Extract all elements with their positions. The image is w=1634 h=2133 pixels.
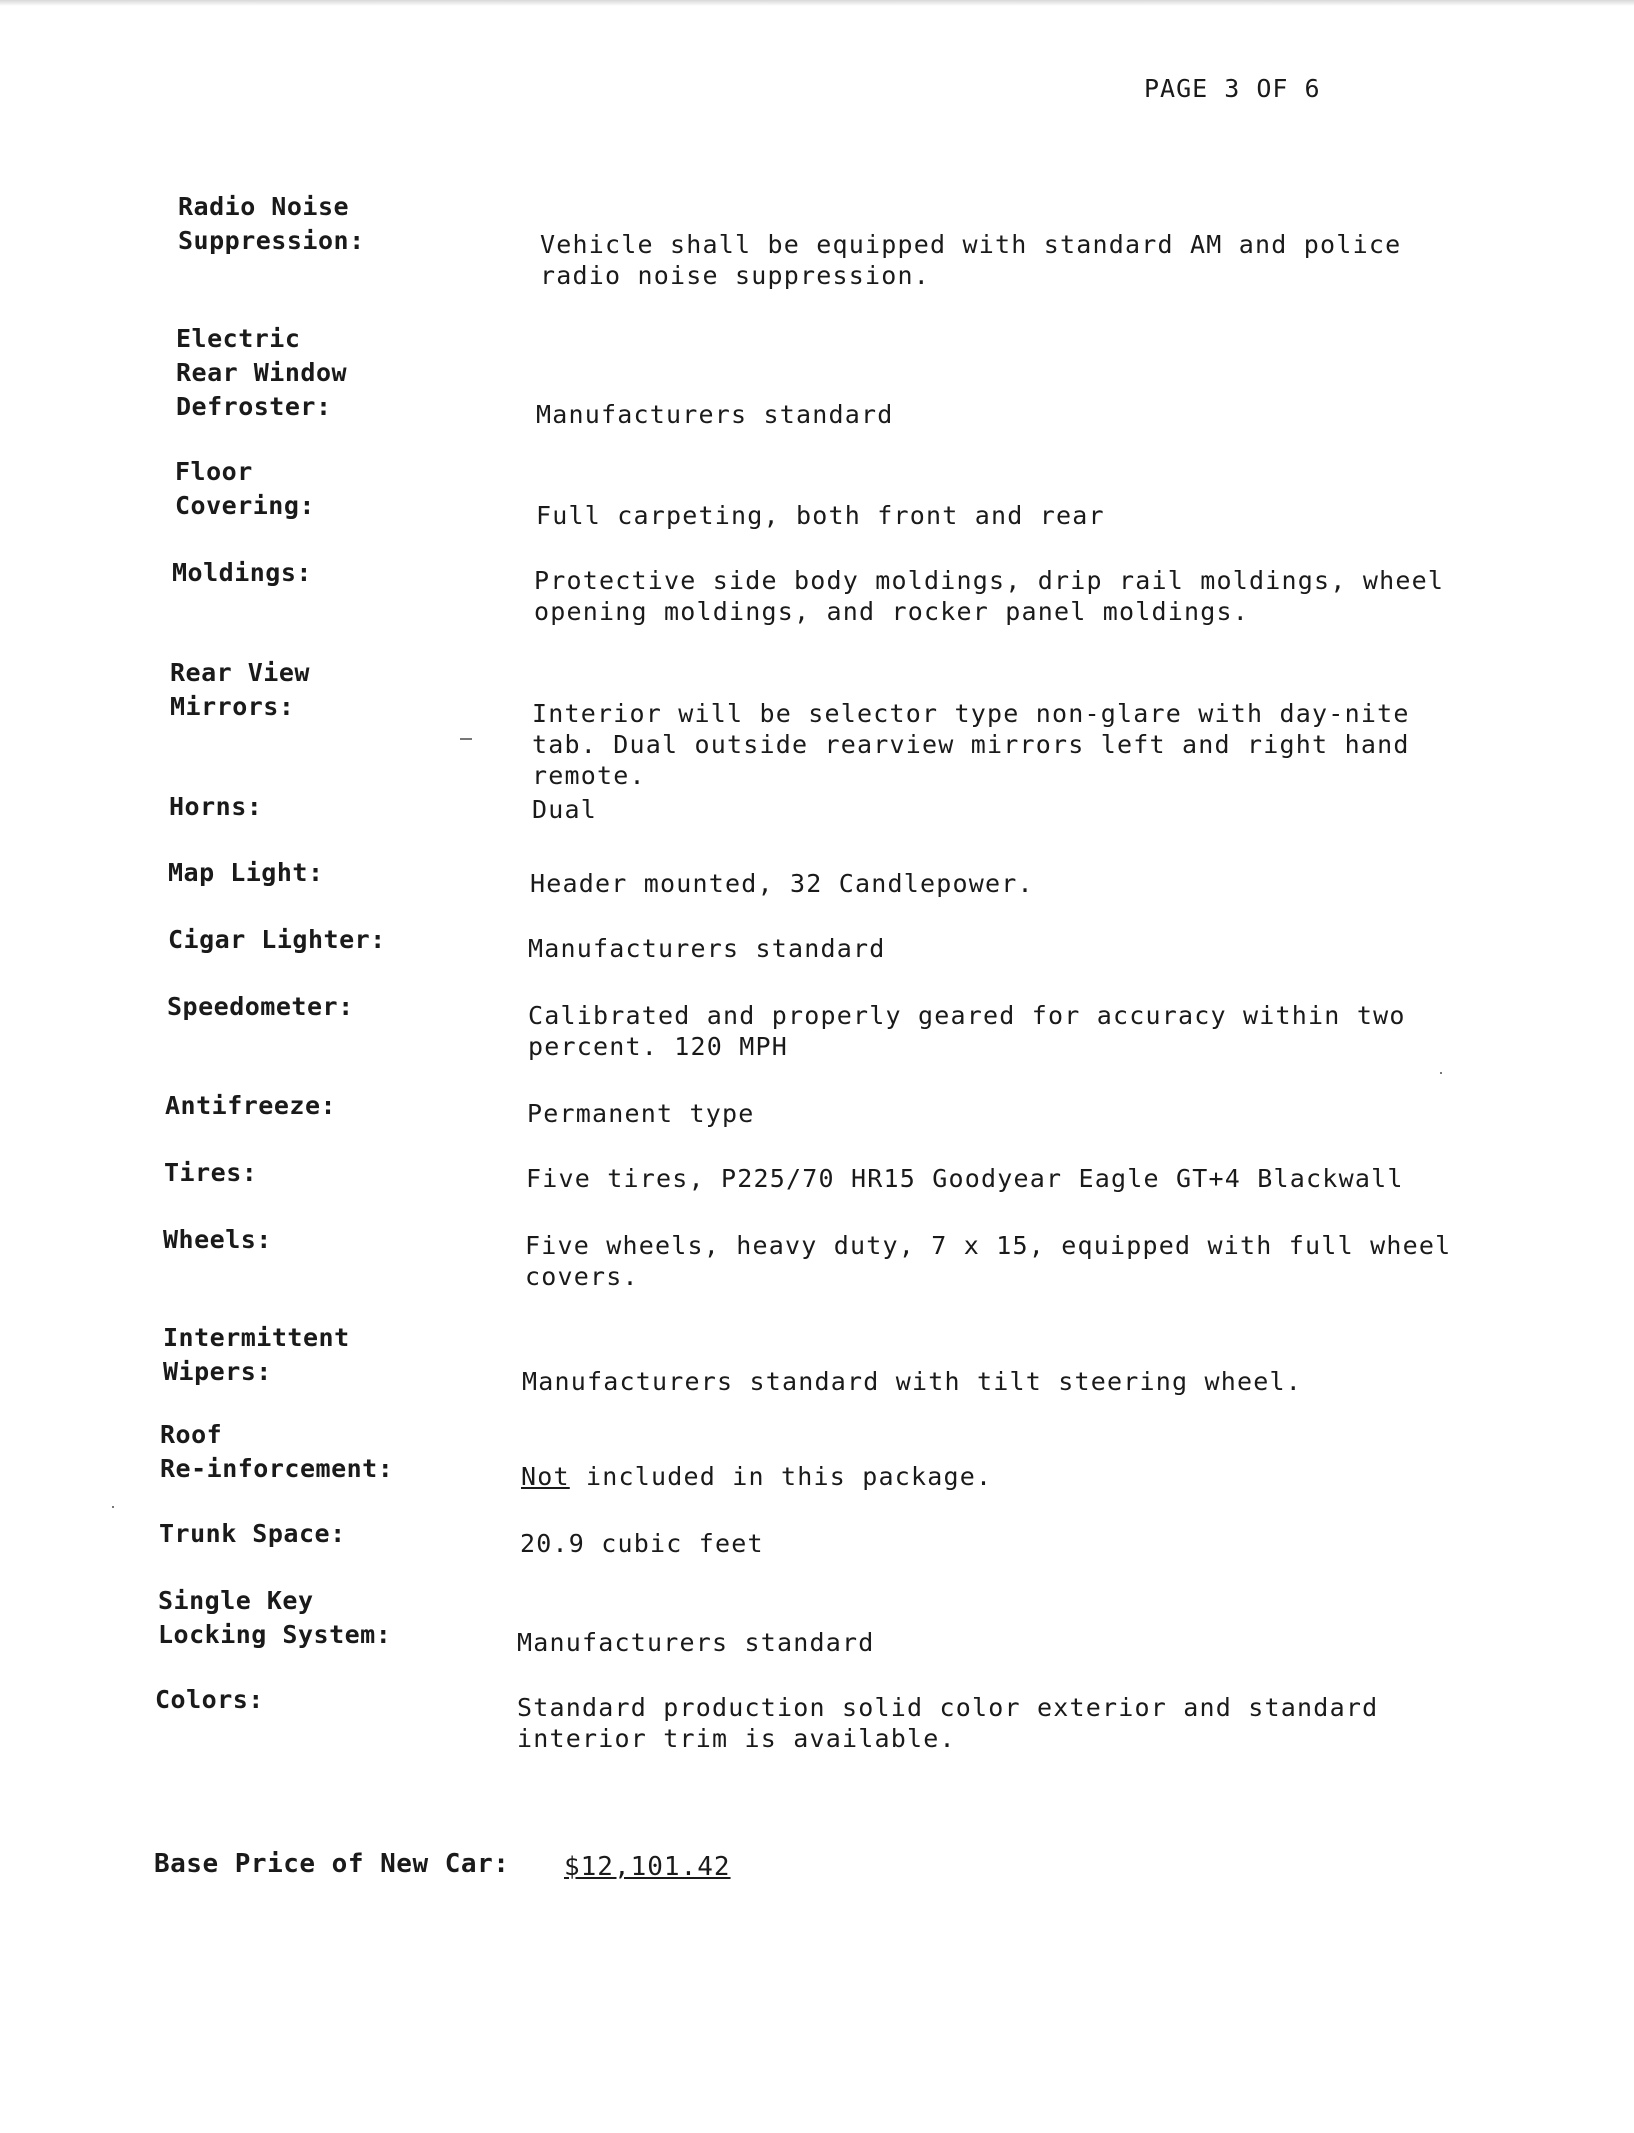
spec-label-roof: Roof Re-inforcement: [160,1420,394,1483]
spec-value-wipers: Manufacturers standard with tilt steering wheel. [522,1367,1303,1396]
spec-label-wipers: Intermittent Wipers: [163,1323,350,1386]
spec-value-speedometer: Calibrated and properly geared for accuracy within two percent. 120 MPH [528,1001,1406,1061]
spec-value-roof-rest: included in this package. [569,1462,993,1491]
scan-speck [1440,1072,1442,1074]
spec-value-moldings: Protective side body moldings, drip rail moldings, wheel opening moldings, and rocker panel moldings. [534,566,1445,626]
spec-value-map-light: Header mounted, 32 Candlepower. [530,869,1034,898]
spec-value-wheels: Five wheels, heavy duty, 7 x 15, equipped with full wheel covers. [525,1231,1452,1291]
base-price-value: $12,101.42 [564,1852,731,1882]
spec-label-tires: Tires: [164,1158,258,1187]
spec-value-antifreeze: Permanent type [527,1099,755,1128]
spec-label-floor-covering: Floor Covering: [175,457,315,520]
spec-value-mirrors: Interior will be selector type non-glare with day-nite tab. Dual outside rearview mirrors left and right hand remote. [532,699,1410,790]
spec-label-colors: Colors: [155,1685,264,1714]
page-number: PAGE 3 OF 6 [1144,74,1321,103]
spec-label-horns: Horns: [169,792,263,821]
spec-label-wheels: Wheels: [163,1225,272,1254]
spec-label-cigar-lighter: Cigar Lighter: [168,925,386,954]
spec-value-tires: Five tires, P225/70 HR15 Goodyear Eagle GT+4 Blackwall [526,1164,1404,1193]
scan-speck [460,738,472,740]
spec-label-speedometer: Speedometer: [167,992,354,1021]
spec-label-map-light: Map Light: [168,858,324,887]
base-price-label: Base Price of New Car: [154,1849,510,1879]
spec-label-locking: Single Key Locking System: [158,1586,392,1649]
spec-value-defroster: Manufacturers standard [536,400,894,429]
spec-value-roof [521,1461,1501,1492]
spec-value-roof-emphasis: Not [521,1462,570,1491]
scan-speck [112,1506,114,1508]
spec-value-trunk-space: 20.9 cubic feet [520,1529,764,1558]
spec-value-floor-covering: Full carpeting, both front and rear [536,501,1105,530]
spec-label-trunk-space: Trunk Space: [159,1519,346,1548]
spec-label-radio-noise: Radio Noise Suppression: [178,192,365,255]
spec-value-locking: Manufacturers standard [517,1628,875,1657]
scan-top-edge [0,0,1634,6]
spec-value-radio-noise: Vehicle shall be equipped with standard AM and police radio noise suppression. [540,230,1402,290]
spec-label-antifreeze: Antifreeze: [165,1091,337,1120]
spec-label-moldings: Moldings: [172,558,312,587]
spec-value-cigar-lighter: Manufacturers standard [528,934,886,963]
spec-value-colors: Standard production solid color exterior and standard interior trim is available. [517,1693,1379,1753]
spec-label-defroster: Electric Rear Window Defroster: [176,324,348,421]
spec-label-mirrors: Rear View Mirrors: [170,658,310,721]
spec-value-horns: Dual [532,795,598,824]
